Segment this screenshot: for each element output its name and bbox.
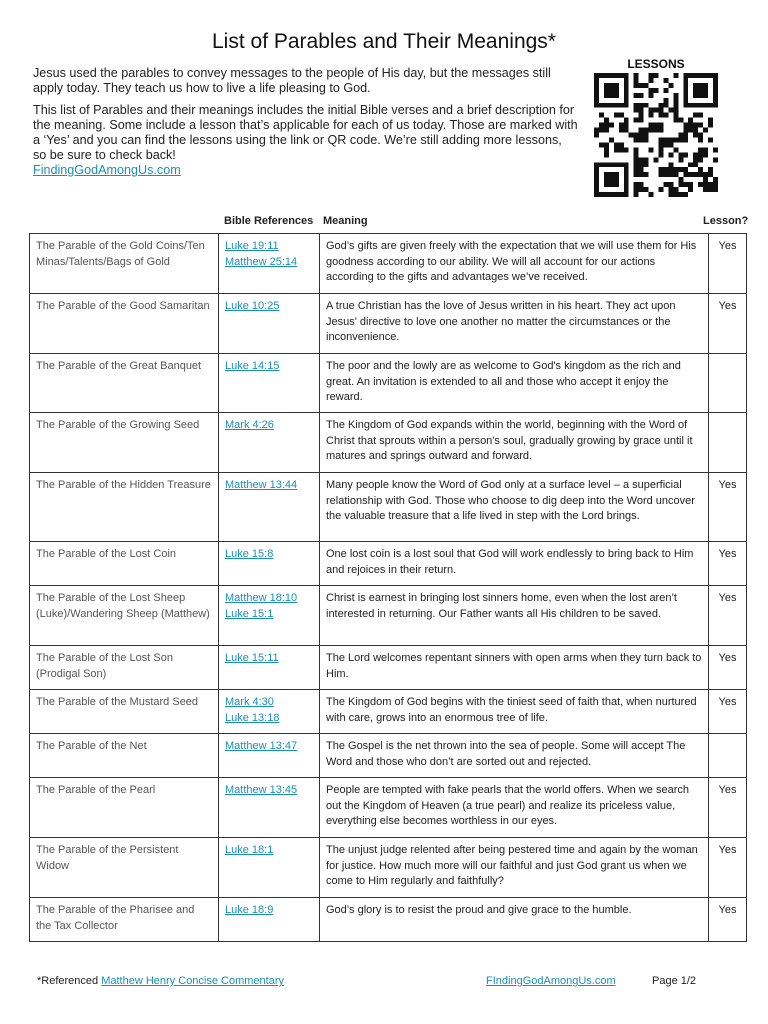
bible-reference-link[interactable]: Luke 18:9 xyxy=(225,904,274,916)
lesson-flag: Yes xyxy=(709,778,747,838)
parable-name: The Parable of the Growing Seed xyxy=(30,413,219,473)
bible-reference-link[interactable]: Matthew 13:47 xyxy=(225,740,298,752)
bible-references xyxy=(219,234,320,294)
table-row xyxy=(30,473,747,542)
bible-references xyxy=(219,294,320,354)
qr-label: LESSONS xyxy=(627,57,685,71)
parable-name: The Parable of the Mustard Seed xyxy=(30,690,219,734)
lesson-flag xyxy=(709,354,747,413)
parable-name: The Parable of the Lost Coin xyxy=(30,542,219,586)
table-row xyxy=(30,734,747,778)
table-row xyxy=(30,646,747,690)
parable-meaning: Many people know the Word of God only at a surface level – a superficial relationship with God. Those who choose to dig deep into the Word uncover the valuable treasure that a life lived in step with the Lord brings. xyxy=(320,473,709,542)
column-header-meaning: Meaning xyxy=(323,215,368,227)
parable-name: The Parable of the Lost Son (Prodigal Son) xyxy=(30,646,219,690)
bible-reference-link[interactable]: Luke 15:8 xyxy=(225,548,274,560)
lesson-flag xyxy=(709,413,747,473)
parable-name: The Parable of the Good Samaritan xyxy=(30,294,219,354)
parable-name: The Parable of the Great Banquet xyxy=(30,354,219,413)
intro-paragraph-1: Jesus used the parables to convey messages to the people of His day, but the messages still apply today. They teach us how to live a life pleasing to God. xyxy=(33,66,551,95)
table-row xyxy=(30,413,747,473)
lesson-flag: Yes xyxy=(709,586,747,646)
lesson-flag: Yes xyxy=(709,473,747,542)
lesson-flag: Yes xyxy=(709,542,747,586)
column-header-lesson: Lesson? xyxy=(703,215,749,227)
page-number: Page 1/2 xyxy=(652,975,697,987)
bible-reference-link[interactable]: Matthew 18:10 xyxy=(225,592,298,604)
lesson-flag: Yes xyxy=(709,294,747,354)
lesson-flag: Yes xyxy=(709,898,747,942)
commentary-link[interactable]: Matthew Henry Concise Commentary xyxy=(101,975,285,987)
lesson-flag xyxy=(709,734,747,778)
table-row xyxy=(30,542,747,586)
table-row xyxy=(30,690,747,734)
parable-meaning: The poor and the lowly are as welcome to God's kingdom as the rich and great. An invitation is extended to all and those who accept it enjoy the reward. xyxy=(320,354,709,413)
parables-table xyxy=(29,233,747,942)
parable-meaning: One lost coin is a lost soul that God will work endlessly to bring back to Him and rejoices in their return. xyxy=(320,542,709,586)
parable-meaning: God’s glory is to resist the proud and give grace to the humble. xyxy=(320,898,709,942)
bible-reference-link[interactable]: Mark 4:26 xyxy=(225,419,274,431)
column-header-refs: Bible References xyxy=(224,215,314,227)
bible-references xyxy=(219,778,320,838)
bible-reference-link[interactable]: Matthew 25:14 xyxy=(225,255,298,268)
intro-text xyxy=(33,66,578,185)
parable-meaning: The Kingdom of God begins with the tiniest seed of faith that, when nurtured with care, grows into an enormous tree of life. xyxy=(320,690,709,734)
bible-reference-link[interactable]: Luke 14:15 xyxy=(225,360,280,372)
bible-references xyxy=(219,646,320,690)
table-row xyxy=(30,898,747,942)
parable-meaning: The Kingdom of God expands within the world, beginning with the Word of Christ that sprouts within a person's soul, gradually growing by grace until it matures and springs outward and forward. xyxy=(320,413,709,473)
parable-meaning: People are tempted with fake pearls that the world offers. When we search out the Kingdom of Heaven (a true pearl) and realize its priceless value, everything else becomes worthless in our eyes. xyxy=(320,778,709,838)
bible-reference-link[interactable]: Luke 19:11 xyxy=(225,240,279,252)
bible-references xyxy=(219,734,320,778)
table-row xyxy=(30,838,747,898)
table-row xyxy=(30,586,747,646)
lesson-flag: Yes xyxy=(709,838,747,898)
intro-paragraph-2-text: This list of Parables and their meanings includes the initial Bible verses and a brief description for the meaning. Some include a lesson that’s applicable for each of us today. Those are marked with a ‘Yes’ and you can find the lessons using the link or QR code. We’re still adding more lessons, so be sure to check back! xyxy=(33,103,578,162)
bible-references xyxy=(219,898,320,942)
bible-reference-link[interactable]: Luke 13:18 xyxy=(225,711,280,724)
lesson-flag: Yes xyxy=(709,646,747,690)
table-row xyxy=(30,778,747,838)
footer-site-link[interactable]: FIndingGodAmongUs.com xyxy=(486,975,616,987)
bible-reference-link[interactable]: Matthew 13:44 xyxy=(225,479,298,491)
parable-meaning: God’s gifts are given freely with the expectation that we will use them for His goodness according to our ability. We will all account for our actions according to the gifts and advantages we’ve received. xyxy=(320,234,709,294)
parable-name: The Parable of the Lost Sheep (Luke)/Wandering Sheep (Matthew) xyxy=(30,586,219,646)
intro-paragraph-2 xyxy=(33,103,578,178)
parable-name: The Parable of the Pearl xyxy=(30,778,219,838)
parable-meaning: Christ is earnest in bringing lost sinners home, even when the lost aren’t interested in returning. Our Father wants all His children to be saved. xyxy=(320,586,709,646)
bible-references xyxy=(219,690,320,734)
footer-site xyxy=(486,975,616,987)
bible-reference-link[interactable]: Luke 15:11 xyxy=(225,652,279,664)
bible-reference-link[interactable]: Mark 4:30 xyxy=(225,696,274,708)
lesson-flag: Yes xyxy=(709,234,747,294)
parable-meaning: The Gospel is the net thrown into the sea of people. Some will accept The Word and those who don’t are sorted out and rejected. xyxy=(320,734,709,778)
footer-reference xyxy=(37,975,284,987)
table-row xyxy=(30,294,747,354)
bible-reference-link[interactable]: Luke 10:25 xyxy=(225,300,280,312)
table-row xyxy=(30,234,747,294)
parable-meaning: The Lord welcomes repentant sinners with open arms when they turn back to Him. xyxy=(320,646,709,690)
page-title: List of Parables and Their Meanings* xyxy=(212,30,556,53)
table-row xyxy=(30,354,747,413)
lesson-flag: Yes xyxy=(709,690,747,734)
bible-references xyxy=(219,413,320,473)
bible-references xyxy=(219,586,320,646)
parable-meaning: A true Christian has the love of Jesus written in his heart. They act upon Jesus' directive to love one another no matter the circumstances or the inconvenience. xyxy=(320,294,709,354)
bible-reference-link[interactable]: Matthew 13:45 xyxy=(225,784,298,796)
qr-code-icon[interactable] xyxy=(594,73,718,197)
bible-reference-link[interactable]: Luke 15:1 xyxy=(225,607,274,620)
bible-references xyxy=(219,354,320,413)
parable-name: The Parable of the Pharisee and the Tax Collector xyxy=(30,898,219,942)
bible-references xyxy=(219,473,320,542)
parable-name: The Parable of the Net xyxy=(30,734,219,778)
parable-name: The Parable of the Gold Coins/Ten Minas/Talents/Bags of Gold xyxy=(30,234,219,294)
parable-meaning: The unjust judge relented after being pestered time and again by the woman for justice. How much more will our faithful and just God grant us when we come to Him regularly and faithfully? xyxy=(320,838,709,898)
parable-name: The Parable of the Hidden Treasure xyxy=(30,473,219,542)
bible-references xyxy=(219,838,320,898)
footer-prefix: *Referenced xyxy=(37,975,102,987)
website-link[interactable]: FindingGodAmongUs.com xyxy=(33,163,181,177)
parable-name: The Parable of the Persistent Widow xyxy=(30,838,219,898)
bible-reference-link[interactable]: Luke 18:1 xyxy=(225,844,274,856)
qr-block xyxy=(594,57,718,197)
bible-references xyxy=(219,542,320,586)
